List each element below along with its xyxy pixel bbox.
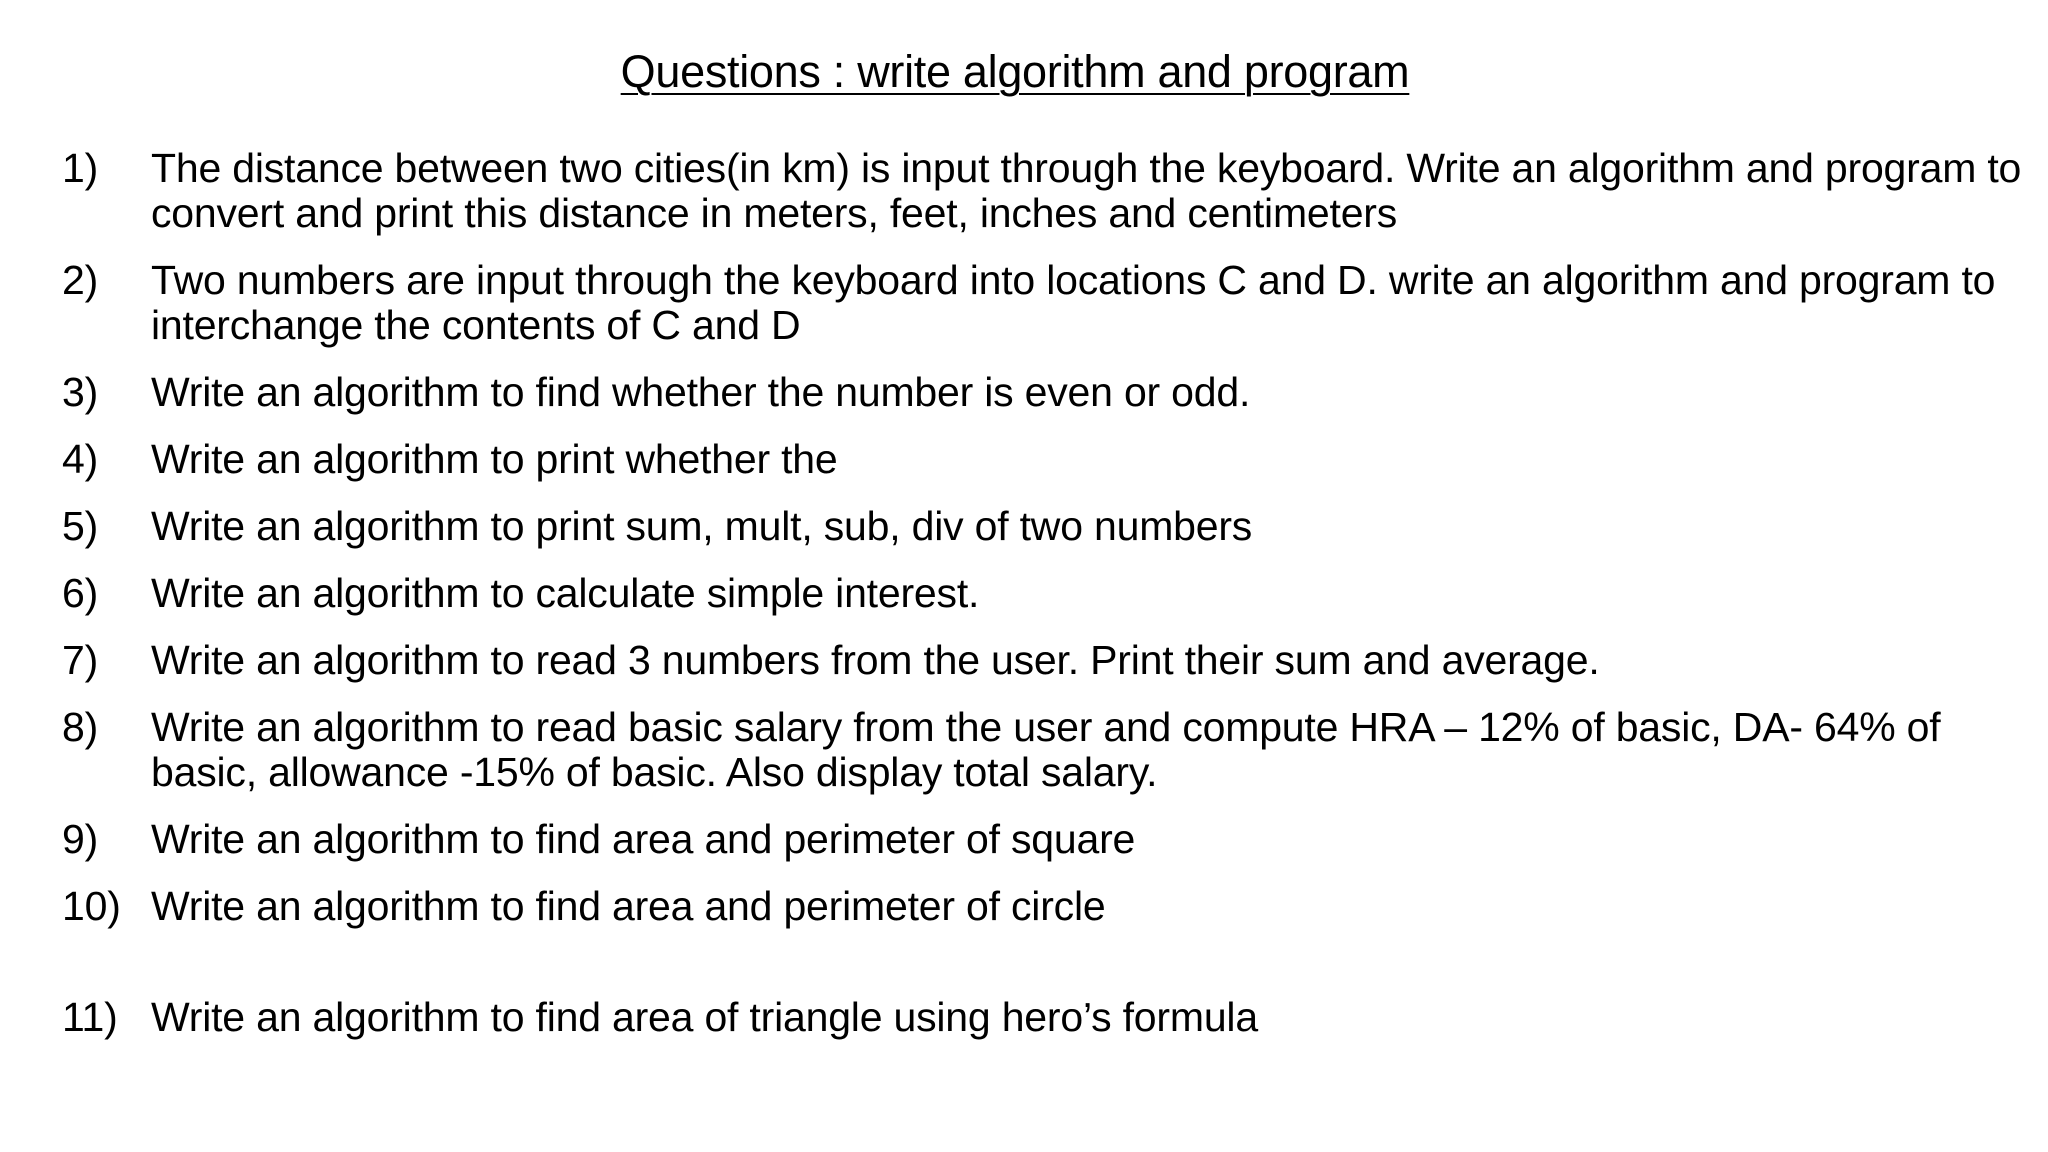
question-text: Two numbers are input through the keyboard into locations C and D. write an algorithm and program to interchange the contents of C and D [151, 257, 1996, 348]
list-item [62, 884, 2022, 929]
question-text: Write an algorithm to calculate simple interest. [151, 570, 980, 616]
question-text: Write an algorithm to find area of triangle using hero’s formula [151, 994, 1258, 1040]
question-text: The distance between two cities(in km) is input through the keyboard. Write an algorithm and program to convert and print this distance in meters, feet, inches and centimeters [151, 145, 2022, 236]
question-text: Write an algorithm to print whether the [151, 436, 838, 482]
question-number: 10) [62, 883, 121, 929]
question-text: Write an algorithm to read basic salary from the user and compute HRA – 12% of basic, DA- 64% of basic, allowance -15% of basic. Also display total salary. [151, 704, 1941, 795]
list-item [62, 705, 2022, 795]
question-text: Write an algorithm to find area and perimeter of square [151, 816, 1136, 862]
question-number: 2) [62, 257, 99, 303]
question-number: 6) [62, 570, 99, 616]
question-number: 9) [62, 816, 99, 862]
list-item [62, 146, 2022, 236]
question-number: 11) [62, 994, 118, 1040]
list-item [62, 817, 2022, 862]
question-number: 3) [62, 369, 99, 415]
list-item [62, 571, 2022, 616]
list-item [62, 258, 2022, 348]
question-number: 7) [62, 637, 99, 683]
question-number: 1) [62, 145, 99, 191]
list-item [62, 638, 2022, 683]
question-number: 4) [62, 436, 99, 482]
question-list [62, 146, 2022, 1062]
question-text: Write an algorithm to print sum, mult, sub, div of two numbers [151, 503, 1253, 549]
list-item [62, 370, 2022, 415]
question-text: Write an algorithm to find area and perimeter of circle [151, 883, 1106, 929]
list-item [62, 504, 2022, 549]
question-number: 8) [62, 704, 99, 750]
question-text: Write an algorithm to read 3 numbers from the user. Print their sum and average. [151, 637, 1600, 683]
question-number: 5) [62, 503, 99, 549]
slide-title: Questions : write algorithm and program [620, 46, 1410, 97]
question-text: Write an algorithm to find whether the number is even or odd. [151, 369, 1251, 415]
list-item [62, 995, 2022, 1040]
list-item [62, 437, 2022, 482]
